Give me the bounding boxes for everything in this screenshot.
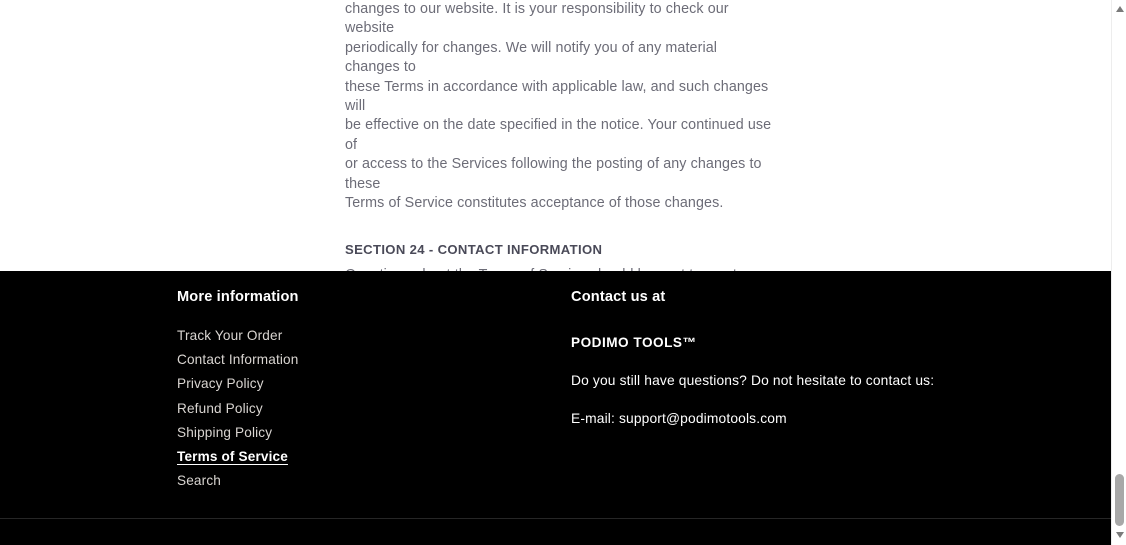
footer-contact-question: Do you still have questions? Do not hesitate to contact us: — [571, 373, 935, 388]
list-item — [177, 348, 507, 372]
paragraph-line: be effective on the date specified in the notice. Your continued use of — [345, 117, 772, 153]
paragraph-line: or access to the Services following the posting of any changes to these — [345, 156, 762, 192]
list-item — [177, 397, 507, 421]
paragraph-line: Terms of Service constitutes acceptance of those changes. — [345, 195, 724, 212]
footer-link-list — [177, 324, 507, 493]
scrollbar-thumb[interactable] — [1115, 474, 1124, 526]
footer-column-contact — [571, 287, 1051, 426]
footer-contact-email: E-mail: support@podimotools.com — [571, 411, 787, 426]
footer-bottom-bar — [0, 519, 1111, 545]
vertical-scrollbar[interactable] — [1111, 0, 1126, 545]
list-item — [177, 469, 507, 493]
footer-link-terms-of-service[interactable]: Terms of Service — [177, 448, 288, 464]
scroll-down-button[interactable] — [1112, 528, 1126, 543]
footer-link-privacy-policy[interactable]: Privacy Policy — [177, 376, 264, 392]
paragraph-line: changes to our website. It is your responsibility to check our website — [345, 1, 729, 37]
footer-heading-more-information: More information — [177, 289, 299, 305]
footer-heading-contact-us: Contact us at — [571, 289, 666, 305]
paragraph-line: these Terms in accordance with applicable law, and such changes will — [345, 78, 769, 115]
footer-link-track-your-order[interactable]: Track Your Order — [177, 328, 283, 343]
paragraph-line: periodically for changes. We will notify you of any material changes to — [345, 39, 718, 76]
footer-link-shipping-policy[interactable]: Shipping Policy — [177, 424, 273, 440]
list-item — [177, 445, 507, 469]
list-item — [177, 324, 507, 348]
caret-down-icon — [1116, 532, 1124, 538]
list-item — [177, 372, 507, 396]
terms-changes-paragraph — [345, 0, 775, 213]
caret-up-icon — [1116, 6, 1124, 12]
footer-column-more-information — [177, 287, 507, 489]
footer-link-search[interactable]: Search — [177, 473, 221, 489]
footer-link-refund-policy[interactable]: Refund Policy — [177, 400, 263, 416]
section-heading: SECTION 24 - CONTACT INFORMATION — [345, 242, 603, 258]
footer-link-contact-information[interactable]: Contact Information — [177, 352, 299, 368]
list-item — [177, 421, 507, 445]
scroll-up-button[interactable] — [1112, 2, 1126, 17]
footer-brand-name: PODIMO TOOLS™ — [571, 335, 697, 350]
site-footer — [0, 271, 1111, 545]
